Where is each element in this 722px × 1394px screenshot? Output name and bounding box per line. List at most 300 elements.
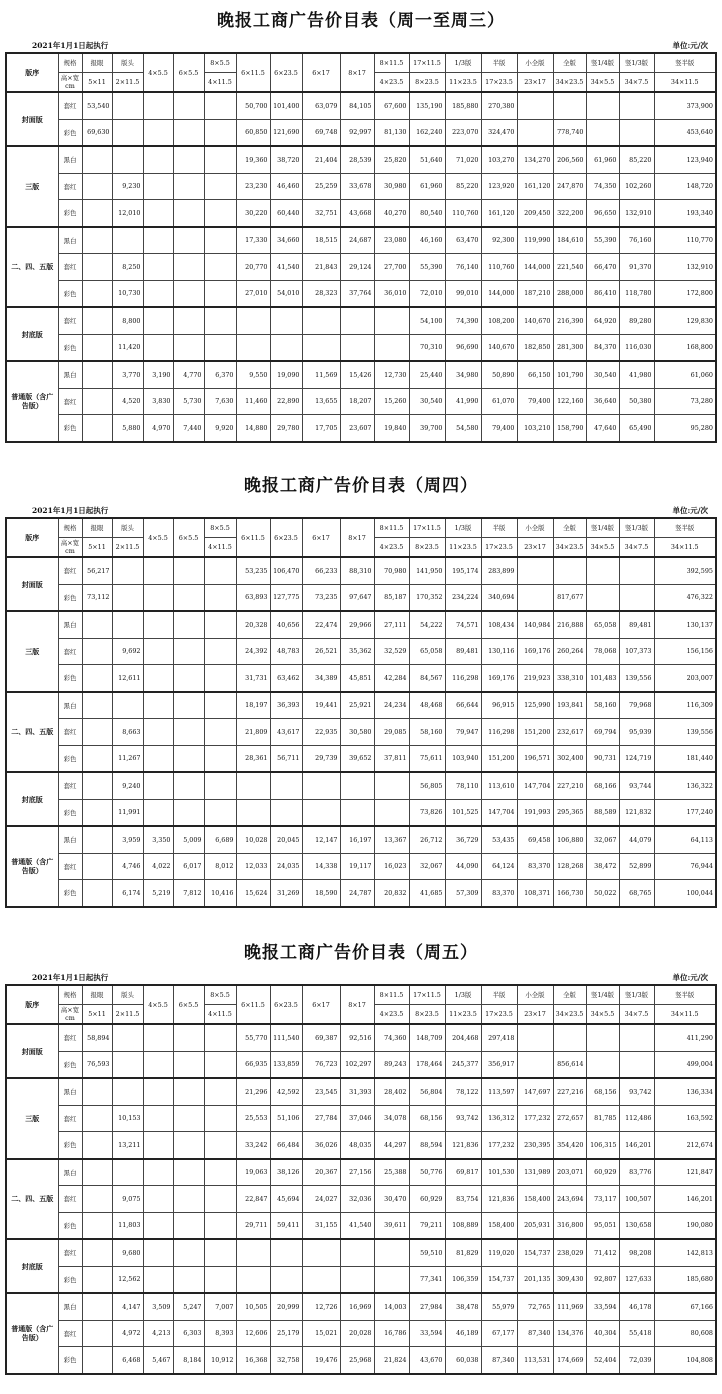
price-cell: 33,594 — [409, 1320, 445, 1347]
print-type: 黑白 — [58, 1159, 82, 1186]
print-type: 彩色 — [58, 119, 82, 146]
price-cell — [143, 173, 173, 200]
price-cell: 16,197 — [340, 826, 374, 853]
price-cell: 38,720 — [270, 146, 302, 173]
price-cell: 76,593 — [82, 1051, 112, 1078]
price-cell: 12,726 — [302, 1293, 340, 1320]
price-cell: 54,010 — [270, 280, 302, 307]
header-section-label: 版序 — [6, 985, 58, 1024]
price-cell: 9,075 — [112, 1186, 143, 1213]
price-cell: 4,970 — [143, 415, 173, 442]
price-cell — [340, 1266, 374, 1293]
price-cell: 7,007 — [204, 1293, 236, 1320]
price-cell: 283,899 — [481, 557, 517, 584]
price-cell — [82, 799, 112, 826]
price-cell: 37,811 — [374, 745, 409, 772]
price-cell: 76,723 — [302, 1051, 340, 1078]
price-cell: 69,387 — [302, 1024, 340, 1051]
price-cell — [112, 1051, 143, 1078]
price-cell: 130,137 — [654, 611, 716, 638]
price-cell: 89,481 — [445, 638, 481, 665]
price-cell: 11,460 — [236, 388, 270, 415]
price-cell — [204, 1078, 236, 1105]
print-type: 黑白 — [58, 1293, 82, 1320]
price-cell: 64,920 — [586, 307, 619, 334]
price-cell — [143, 1105, 173, 1132]
price-cell: 20,045 — [270, 826, 302, 853]
price-cell: 356,917 — [481, 1051, 517, 1078]
price-cell: 146,201 — [619, 1132, 654, 1159]
price-cell: 14,338 — [302, 853, 340, 880]
price-cell: 56,804 — [409, 1078, 445, 1105]
price-cell: 55,418 — [619, 1320, 654, 1347]
print-type: 彩色 — [58, 745, 82, 772]
column-size: 17×23.5 — [481, 1005, 517, 1025]
price-cell: 15,021 — [302, 1320, 340, 1347]
price-cell: 25,388 — [374, 1159, 409, 1186]
price-cell: 392,595 — [654, 557, 716, 584]
price-cell: 340,694 — [481, 584, 517, 611]
table-row — [6, 1186, 716, 1213]
price-cell: 243,694 — [553, 1186, 586, 1213]
price-cell: 9,550 — [236, 361, 270, 388]
print-type: 套红 — [58, 1105, 82, 1132]
price-cell — [82, 1320, 112, 1347]
column-header: 小全版 — [517, 985, 553, 1005]
price-cell: 66,644 — [445, 692, 481, 719]
price-cell — [143, 638, 173, 665]
table-row — [6, 254, 716, 281]
price-cell: 139,556 — [619, 665, 654, 692]
price-cell: 95,939 — [619, 719, 654, 746]
price-cell: 110,760 — [481, 254, 517, 281]
section-name: 二、四、五版 — [6, 1159, 58, 1240]
price-cell — [340, 307, 374, 334]
price-cell: 116,298 — [481, 719, 517, 746]
price-table — [5, 517, 717, 908]
table-meta — [0, 505, 722, 517]
price-cell: 108,889 — [445, 1212, 481, 1239]
price-cell — [204, 119, 236, 146]
price-cell: 10,912 — [204, 1347, 236, 1374]
price-cell: 128,268 — [553, 853, 586, 880]
price-cell — [204, 665, 236, 692]
price-cell: 154,737 — [481, 1266, 517, 1293]
price-cell — [204, 227, 236, 254]
price-cell: 25,921 — [340, 692, 374, 719]
price-cell — [82, 1186, 112, 1213]
price-cell: 15,260 — [374, 388, 409, 415]
price-cell: 190,080 — [654, 1212, 716, 1239]
price-cell — [82, 1132, 112, 1159]
price-cell: 108,371 — [517, 880, 553, 907]
price-cell: 14,003 — [374, 1293, 409, 1320]
column-size: 8×23.5 — [409, 538, 445, 558]
price-cell: 42,284 — [374, 665, 409, 692]
section-name: 封面版 — [6, 557, 58, 611]
print-type: 套红 — [58, 772, 82, 799]
table-row — [6, 361, 716, 388]
price-cell: 60,929 — [409, 1186, 445, 1213]
price-cell: 6,370 — [204, 361, 236, 388]
header-section-label: 版序 — [6, 518, 58, 557]
price-cell: 87,340 — [481, 1347, 517, 1374]
price-cell: 272,657 — [553, 1105, 586, 1132]
price-cell: 60,929 — [586, 1159, 619, 1186]
price-cell: 73,235 — [302, 584, 340, 611]
price-cell: 5,730 — [173, 388, 204, 415]
column-size: 2×11.5 — [112, 1005, 143, 1025]
price-cell: 9,240 — [112, 772, 143, 799]
price-cell: 61,070 — [481, 388, 517, 415]
price-cell: 25,968 — [340, 1347, 374, 1374]
price-cell: 60,850 — [236, 119, 270, 146]
table-row — [6, 584, 716, 611]
print-type: 黑白 — [58, 227, 82, 254]
price-cell: 7,812 — [173, 880, 204, 907]
price-cell: 12,730 — [374, 361, 409, 388]
price-cell: 24,787 — [340, 880, 374, 907]
price-cell: 74,360 — [374, 1024, 409, 1051]
table-title: 晚报工商广告价目表（周五） — [244, 943, 478, 963]
price-cell — [517, 1051, 553, 1078]
price-cell: 44,079 — [619, 826, 654, 853]
price-cell: 91,370 — [619, 254, 654, 281]
print-type: 彩色 — [58, 1347, 82, 1374]
price-cell: 16,969 — [340, 1293, 374, 1320]
price-cell: 27,111 — [374, 611, 409, 638]
price-cell: 4,770 — [173, 361, 204, 388]
column-size: 23×17 — [517, 1005, 553, 1025]
column-header: 竖1/3版 — [619, 53, 654, 73]
price-cell: 85,220 — [445, 173, 481, 200]
price-cell — [553, 557, 586, 584]
price-cell: 170,352 — [409, 584, 445, 611]
price-cell — [143, 719, 173, 746]
price-cell: 68,156 — [586, 1078, 619, 1105]
price-cell: 29,711 — [236, 1212, 270, 1239]
column-size: 34×5.5 — [586, 73, 619, 93]
price-cell: 46,189 — [445, 1320, 481, 1347]
price-cell: 24,687 — [340, 227, 374, 254]
price-cell: 133,859 — [270, 1051, 302, 1078]
price-cell: 373,900 — [654, 92, 716, 119]
price-cell: 41,980 — [619, 361, 654, 388]
price-cell: 127,775 — [270, 584, 302, 611]
price-cell: 247,870 — [553, 173, 586, 200]
table-row — [6, 200, 716, 227]
price-cell: 136,312 — [481, 1105, 517, 1132]
price-cell: 57,309 — [445, 880, 481, 907]
column-header: 报眼 — [82, 985, 112, 1005]
price-cell: 108,434 — [481, 611, 517, 638]
price-cell: 22,847 — [236, 1186, 270, 1213]
column-header: 小全版 — [517, 53, 553, 73]
price-cell: 11,420 — [112, 334, 143, 361]
price-cell: 88,594 — [409, 1132, 445, 1159]
price-cell: 146,201 — [654, 1186, 716, 1213]
price-cell: 130,116 — [481, 638, 517, 665]
price-cell: 96,690 — [445, 334, 481, 361]
column-size: 8×23.5 — [409, 73, 445, 93]
price-cell: 193,340 — [654, 200, 716, 227]
price-cell: 38,478 — [445, 1293, 481, 1320]
table-row — [6, 853, 716, 880]
price-cell: 21,843 — [302, 254, 340, 281]
price-cell — [173, 719, 204, 746]
price-cell: 28,323 — [302, 280, 340, 307]
price-cell — [204, 638, 236, 665]
price-cell: 66,470 — [586, 254, 619, 281]
print-type: 彩色 — [58, 1051, 82, 1078]
price-cell — [270, 772, 302, 799]
column-size: 34×23.5 — [553, 1005, 586, 1025]
price-cell: 322,200 — [553, 200, 586, 227]
price-cell: 121,690 — [270, 119, 302, 146]
price-cell: 60,038 — [445, 1347, 481, 1374]
price-cell: 134,376 — [553, 1320, 586, 1347]
price-cell — [173, 146, 204, 173]
price-cell: 216,888 — [553, 611, 586, 638]
price-cell: 10,153 — [112, 1105, 143, 1132]
price-cell: 121,847 — [654, 1159, 716, 1186]
column-size: 11×23.5 — [445, 73, 481, 93]
price-cell — [112, 1024, 143, 1051]
price-cell: 84,370 — [586, 334, 619, 361]
price-cell: 20,999 — [270, 1293, 302, 1320]
column-header: 竖1/3版 — [619, 985, 654, 1005]
column-size: 17×23.5 — [481, 538, 517, 558]
price-cell: 20,770 — [236, 254, 270, 281]
column-header: 竖半版 — [654, 518, 716, 538]
price-cell: 174,669 — [553, 1347, 586, 1374]
price-cell: 100,507 — [619, 1186, 654, 1213]
price-cell: 227,210 — [553, 772, 586, 799]
price-cell — [173, 611, 204, 638]
price-cell: 22,935 — [302, 719, 340, 746]
price-cell — [204, 1024, 236, 1051]
price-cell — [236, 1239, 270, 1266]
header-size-label: 高×宽cm — [58, 1005, 82, 1025]
price-unit: 单位:元/次 — [672, 41, 708, 50]
price-cell — [143, 227, 173, 254]
price-cell: 270,380 — [481, 92, 517, 119]
price-cell: 92,300 — [481, 227, 517, 254]
column-size: 4×11.5 — [204, 73, 236, 93]
price-cell — [374, 1266, 409, 1293]
table-row — [6, 772, 716, 799]
price-cell: 64,113 — [654, 826, 716, 853]
price-cell — [82, 388, 112, 415]
price-cell: 169,176 — [517, 638, 553, 665]
price-cell: 316,800 — [553, 1212, 586, 1239]
price-cell: 116,309 — [654, 692, 716, 719]
price-cell: 9,230 — [112, 173, 143, 200]
price-cell: 23,607 — [340, 415, 374, 442]
price-cell — [173, 1051, 204, 1078]
print-type: 彩色 — [58, 1212, 82, 1239]
price-cell — [173, 1186, 204, 1213]
print-type: 黑白 — [58, 826, 82, 853]
price-cell: 66,150 — [517, 361, 553, 388]
price-cell: 15,426 — [340, 361, 374, 388]
price-cell — [204, 1186, 236, 1213]
column-header: 竖半版 — [654, 985, 716, 1005]
price-cell: 5,467 — [143, 1347, 173, 1374]
price-cell — [374, 1239, 409, 1266]
price-cell: 130,658 — [619, 1212, 654, 1239]
print-type: 套红 — [58, 719, 82, 746]
price-cell: 95,051 — [586, 1212, 619, 1239]
price-cell: 151,200 — [517, 719, 553, 746]
price-cell — [143, 280, 173, 307]
table-row — [6, 92, 716, 119]
table-title: 晚报工商广告价目表（周四） — [244, 476, 478, 496]
price-cell: 61,060 — [654, 361, 716, 388]
price-cell: 67,177 — [481, 1320, 517, 1347]
price-cell: 74,571 — [445, 611, 481, 638]
section-name: 封面版 — [6, 1024, 58, 1078]
price-cell: 4,213 — [143, 1320, 173, 1347]
column-header: 报眼 — [82, 53, 112, 73]
price-cell: 41,540 — [340, 1212, 374, 1239]
price-cell: 27,784 — [302, 1105, 340, 1132]
price-cell — [270, 334, 302, 361]
price-cell: 354,420 — [553, 1132, 586, 1159]
price-cell: 93,744 — [619, 772, 654, 799]
section-name: 三版 — [6, 611, 58, 692]
price-cell: 6,017 — [173, 853, 204, 880]
price-cell: 56,805 — [409, 772, 445, 799]
price-cell: 41,540 — [270, 254, 302, 281]
price-cell — [586, 584, 619, 611]
price-cell: 177,232 — [481, 1132, 517, 1159]
price-cell — [143, 146, 173, 173]
price-cell: 132,910 — [654, 254, 716, 281]
price-cell: 69,794 — [586, 719, 619, 746]
price-cell: 51,106 — [270, 1105, 302, 1132]
print-type: 彩色 — [58, 584, 82, 611]
price-cell: 29,085 — [374, 719, 409, 746]
price-cell — [143, 1212, 173, 1239]
price-cell — [270, 799, 302, 826]
price-cell: 68,765 — [619, 880, 654, 907]
price-cell: 111,969 — [553, 1293, 586, 1320]
price-cell — [204, 1132, 236, 1159]
price-cell: 40,304 — [586, 1320, 619, 1347]
price-cell: 5,219 — [143, 880, 173, 907]
column-header: 17×11.5 — [409, 53, 445, 73]
print-type: 套红 — [58, 173, 82, 200]
price-cell: 6,468 — [112, 1347, 143, 1374]
column-size: 2×11.5 — [112, 538, 143, 558]
price-cell: 3,509 — [143, 1293, 173, 1320]
table-row — [6, 227, 716, 254]
price-cell: 281,300 — [553, 334, 586, 361]
price-cell: 79,968 — [619, 692, 654, 719]
price-cell: 76,160 — [619, 227, 654, 254]
column-size: 34×23.5 — [553, 538, 586, 558]
price-cell: 31,269 — [270, 880, 302, 907]
price-cell: 32,067 — [409, 853, 445, 880]
price-cell: 111,540 — [270, 1024, 302, 1051]
price-cell: 86,410 — [586, 280, 619, 307]
price-cell: 85,220 — [619, 146, 654, 173]
price-cell — [204, 772, 236, 799]
price-cell: 37,046 — [340, 1105, 374, 1132]
price-cell: 24,027 — [302, 1186, 340, 1213]
price-cell: 32,751 — [302, 200, 340, 227]
price-cell: 10,730 — [112, 280, 143, 307]
price-cell: 119,020 — [481, 1239, 517, 1266]
price-cell: 34,389 — [302, 665, 340, 692]
price-cell: 142,813 — [654, 1239, 716, 1266]
table-row — [6, 1293, 716, 1320]
price-cell: 21,809 — [236, 719, 270, 746]
column-header: 竖1/4版 — [586, 53, 619, 73]
price-cell — [82, 638, 112, 665]
price-cell — [340, 1239, 374, 1266]
price-cell: 101,790 — [553, 361, 586, 388]
price-cell: 72,039 — [619, 1347, 654, 1374]
price-cell: 177,240 — [654, 799, 716, 826]
price-table — [5, 52, 717, 443]
price-cell — [82, 611, 112, 638]
price-cell: 88,310 — [340, 557, 374, 584]
price-cell: 148,709 — [409, 1024, 445, 1051]
column-header: 6×17 — [302, 985, 340, 1024]
price-cell: 54,580 — [445, 415, 481, 442]
print-type: 套红 — [58, 557, 82, 584]
price-cell: 101,400 — [270, 92, 302, 119]
column-header: 版头 — [112, 53, 143, 73]
price-cell: 11,569 — [302, 361, 340, 388]
price-cell: 17,330 — [236, 227, 270, 254]
price-cell: 52,899 — [619, 853, 654, 880]
price-cell — [517, 557, 553, 584]
price-cell — [204, 1105, 236, 1132]
price-cell: 74,350 — [586, 173, 619, 200]
price-cell: 8,012 — [204, 853, 236, 880]
section-name: 普通版（含广告版） — [6, 361, 58, 442]
price-cell: 46,178 — [619, 1293, 654, 1320]
price-cell: 227,216 — [553, 1078, 586, 1105]
price-cell: 30,470 — [374, 1186, 409, 1213]
table-row — [6, 799, 716, 826]
price-cell — [112, 692, 143, 719]
price-cell: 106,880 — [553, 826, 586, 853]
column-size: 23×17 — [517, 538, 553, 558]
column-size: 2×11.5 — [112, 73, 143, 93]
print-type: 套红 — [58, 92, 82, 119]
price-cell: 122,160 — [553, 388, 586, 415]
column-header: 半版 — [481, 518, 517, 538]
price-cell: 89,481 — [619, 611, 654, 638]
price-cell: 29,780 — [270, 415, 302, 442]
price-cell: 52,404 — [586, 1347, 619, 1374]
price-cell: 25,259 — [302, 173, 340, 200]
price-cell — [236, 307, 270, 334]
price-cell — [236, 334, 270, 361]
price-cell: 53,435 — [481, 826, 517, 853]
header-spec-label: 规格 — [58, 518, 82, 538]
price-cell: 50,890 — [481, 361, 517, 388]
column-size: 8×23.5 — [409, 1005, 445, 1025]
price-cell: 102,260 — [619, 173, 654, 200]
column-header: 竖1/4版 — [586, 518, 619, 538]
table-row — [6, 1132, 716, 1159]
table-meta — [0, 40, 722, 52]
